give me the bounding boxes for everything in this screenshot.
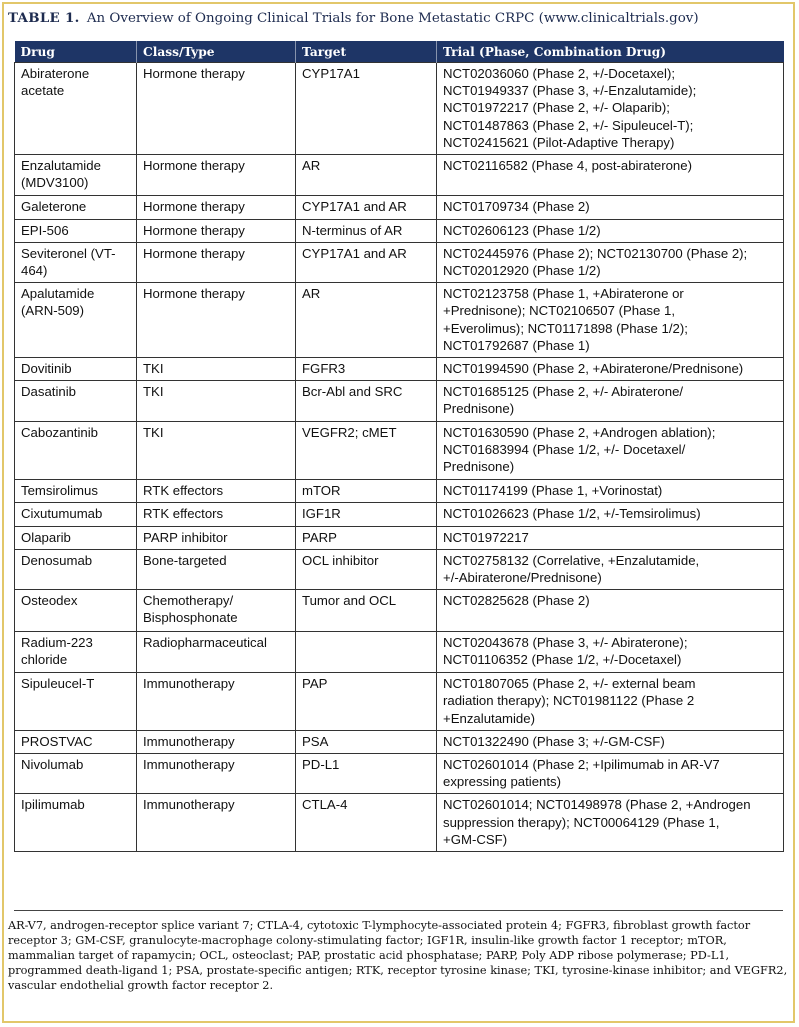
- trial-line: NCT01807065 (Phase 2, +/- external beam: [443, 676, 696, 692]
- cell-drug: Sipuleucel-T: [15, 673, 137, 731]
- cell-class-type: Immunotherapy: [137, 794, 296, 852]
- cell-trial: [437, 794, 784, 852]
- table-row: [15, 155, 784, 196]
- cell-drug: PROSTVAC: [15, 730, 137, 753]
- cell-trial: [437, 480, 784, 503]
- trial-line: NCT01322490 (Phase 3; +/-GM-CSF): [443, 733, 665, 749]
- trial-line: NCT02825628 (Phase 2): [443, 593, 590, 609]
- cell-class-type: TKI: [137, 421, 296, 480]
- cell-target: CYP17A1: [296, 63, 437, 155]
- cell-drug: Seviteronel (VT-464): [15, 242, 137, 282]
- header-class-type: Class/Type: [137, 41, 296, 63]
- table-row: [15, 730, 784, 753]
- cell-drug: Cixutumumab: [15, 503, 137, 526]
- trial-line: NCT01630590 (Phase 2, +Androgen ablation);: [443, 424, 716, 440]
- footnote: AR-V7, androgen-receptor splice variant 7; CTLA-4, cytotoxic T-lymphocyte-associated protein 4; FGFR3, fibroblast growth factor receptor 3; GM-CSF, granulocyte-macrophage colony-stimulating factor; IGF1R, insulin-like growth factor 1 receptor; mTOR, mammalian target of rapamycin; OCL, osteoclast; PAP, prostatic acid phosphatase; PARP, Poly ADP ribose polymerase; PD-L1, programmed death-ligand 1; PSA, prostate-specific antigen; RTK, receptor tyrosine kinase; TKI, tyrosine-kinase inhibitor; and VEGFR2, vascular endothelial growth factor receptor 2.: [8, 919, 788, 992]
- trial-line: NCT01972217: [443, 529, 529, 545]
- trial-line: NCT02012920 (Phase 1/2): [443, 263, 601, 279]
- trial-line: NCT02116582 (Phase 4, post-abiraterone): [443, 158, 692, 174]
- table-row: [15, 242, 784, 282]
- cell-target: Tumor and OCL: [296, 590, 437, 631]
- cell-class-type: Radiopharmaceutical: [137, 631, 296, 672]
- table-row: [15, 673, 784, 731]
- cell-target: AR: [296, 283, 437, 358]
- cell-drug: Radium-223 chloride: [15, 631, 137, 672]
- trial-line: NCT01026623 (Phase 1/2, +/-Temsirolimus): [443, 506, 701, 522]
- trial-line: NCT02123758 (Phase 1, +Abiraterone or: [443, 286, 684, 302]
- cell-drug: Temsirolimus: [15, 480, 137, 503]
- trial-line: NCT01792687 (Phase 1): [443, 337, 590, 353]
- cell-target: PARP: [296, 526, 437, 549]
- trial-line: expressing patients): [443, 774, 562, 790]
- cell-class-type: Hormone therapy: [137, 283, 296, 358]
- cell-trial: [437, 503, 784, 526]
- cell-target: PD-L1: [296, 753, 437, 793]
- trial-line: NCT02758132 (Correlative, +Enzalutamide,: [443, 552, 700, 568]
- cell-target: OCL inhibitor: [296, 549, 437, 589]
- table-row: [15, 381, 784, 421]
- table-row: [15, 590, 784, 631]
- cell-class-type: Bone-targeted: [137, 549, 296, 589]
- cell-drug: Galeterone: [15, 196, 137, 219]
- trial-line: NCT01949337 (Phase 3, +/-Enzalutamide);: [443, 83, 697, 99]
- table-row: [15, 549, 784, 589]
- cell-target: Bcr-Abl and SRC: [296, 381, 437, 421]
- header-target: Target: [296, 41, 437, 63]
- cell-trial: [437, 421, 784, 480]
- trial-line: NCT01994590 (Phase 2, +Abiraterone/Prednisone): [443, 361, 744, 377]
- cell-drug: Cabozantinib: [15, 421, 137, 480]
- trial-line: Prednisone): [443, 401, 515, 417]
- trial-line: radiation therapy); NCT01981122 (Phase 2: [443, 693, 695, 709]
- cell-trial: [437, 753, 784, 793]
- cell-target: AR: [296, 155, 437, 196]
- table-row: [15, 358, 784, 381]
- cell-target: CTLA-4: [296, 794, 437, 852]
- trial-line: NCT02601014; NCT01498978 (Phase 2, +Androgen: [443, 797, 751, 813]
- trial-line: NCT01685125 (Phase 2, +/- Abiraterone/: [443, 384, 684, 400]
- cell-drug: EPI-506: [15, 219, 137, 242]
- cell-drug: Dovitinib: [15, 358, 137, 381]
- cell-class-type: Hormone therapy: [137, 242, 296, 282]
- cell-trial: [437, 526, 784, 549]
- cell-trial: [437, 631, 784, 672]
- cell-trial: [437, 242, 784, 282]
- cell-drug: Ipilimumab: [15, 794, 137, 852]
- cell-target: VEGFR2; cMET: [296, 421, 437, 480]
- header-row: [15, 41, 784, 63]
- cell-target: PSA: [296, 730, 437, 753]
- trial-line: suppression therapy); NCT00064129 (Phase 1,: [443, 814, 720, 830]
- table-row: [15, 753, 784, 793]
- trial-line: +Prednisone); NCT02106507 (Phase 1,: [443, 303, 676, 319]
- cell-class-type: Immunotherapy: [137, 753, 296, 793]
- trial-line: NCT01972217 (Phase 2, +/- Olaparib);: [443, 100, 670, 116]
- cell-target: CYP17A1 and AR: [296, 242, 437, 282]
- trial-line: NCT01174199 (Phase 1, +Vorinostat): [443, 483, 663, 499]
- cell-class-type: TKI: [137, 381, 296, 421]
- header-drug: Drug: [15, 41, 137, 63]
- cell-trial: [437, 381, 784, 421]
- cell-class-type: PARP inhibitor: [137, 526, 296, 549]
- cell-trial: [437, 590, 784, 631]
- trial-line: +GM-CSF): [443, 831, 508, 847]
- cell-target: PAP: [296, 673, 437, 731]
- trial-line: NCT01106352 (Phase 1/2, +/-Docetaxel): [443, 651, 682, 667]
- table-row: [15, 219, 784, 242]
- table-row: [15, 63, 784, 155]
- table-row: [15, 794, 784, 852]
- cell-class-type: Immunotherapy: [137, 730, 296, 753]
- cell-class-type: Hormone therapy: [137, 155, 296, 196]
- cell-class-type: RTK effectors: [137, 480, 296, 503]
- table-body: [15, 63, 784, 852]
- table-caption: [8, 10, 788, 26]
- cell-drug: Enzalutamide (MDV3100): [15, 155, 137, 196]
- cell-drug: Dasatinib: [15, 381, 137, 421]
- cell-trial: [437, 549, 784, 589]
- cell-class-type: Chemotherapy/ Bisphosphonate: [137, 590, 296, 631]
- trial-line: NCT02601014 (Phase 2; +Ipilimumab in AR-V7: [443, 756, 720, 772]
- cell-target: IGF1R: [296, 503, 437, 526]
- cell-trial: [437, 283, 784, 358]
- cell-trial: [437, 358, 784, 381]
- table-row: [15, 526, 784, 549]
- cell-drug: Denosumab: [15, 549, 137, 589]
- cell-trial: [437, 673, 784, 731]
- cell-class-type: Hormone therapy: [137, 219, 296, 242]
- cell-drug: Nivolumab: [15, 753, 137, 793]
- cell-trial: [437, 63, 784, 155]
- caption-text: An Overview of Ongoing Clinical Trials for Bone Metastatic CRPC (www.clinicaltrials.gov): [86, 11, 699, 26]
- cell-class-type: TKI: [137, 358, 296, 381]
- cell-class-type: Hormone therapy: [137, 63, 296, 155]
- caption-label: TABLE 1.: [8, 10, 80, 26]
- header-trial: Trial (Phase, Combination Drug): [437, 41, 784, 63]
- trial-line: +/-Abiraterone/Prednisone): [443, 570, 602, 586]
- cell-class-type: RTK effectors: [137, 503, 296, 526]
- cell-trial: [437, 730, 784, 753]
- cell-drug: Olaparib: [15, 526, 137, 549]
- cell-target: FGFR3: [296, 358, 437, 381]
- cell-drug: Apalutamide (ARN-509): [15, 283, 137, 358]
- cell-target: N-terminus of AR: [296, 219, 437, 242]
- table-row: [15, 421, 784, 480]
- cell-trial: [437, 196, 784, 219]
- trial-line: Prednisone): [443, 459, 515, 475]
- cell-drug: Abiraterone acetate: [15, 63, 137, 155]
- trial-line: NCT02036060 (Phase 2, +/-Docetaxel);: [443, 66, 676, 81]
- trial-line: NCT02606123 (Phase 1/2): [443, 222, 601, 238]
- table-row: [15, 283, 784, 358]
- table-row: [15, 503, 784, 526]
- trial-line: +Everolimus); NCT01171898 (Phase 1/2);: [443, 320, 688, 336]
- cell-target: mTOR: [296, 480, 437, 503]
- cell-target: [296, 631, 437, 672]
- cell-drug: Osteodex: [15, 590, 137, 631]
- trial-line: NCT02445976 (Phase 2); NCT02130700 (Phase 2);: [443, 245, 748, 261]
- cell-trial: [437, 219, 784, 242]
- trial-line: NCT01487863 (Phase 2, +/- Sipuleucel-T);: [443, 117, 694, 133]
- clinical-trials-table: [14, 41, 784, 852]
- cell-class-type: Immunotherapy: [137, 673, 296, 731]
- trial-line: NCT01683994 (Phase 1/2, +/- Docetaxel/: [443, 441, 686, 457]
- cell-trial: [437, 155, 784, 196]
- table-row: [15, 196, 784, 219]
- trial-line: NCT02043678 (Phase 3, +/- Abiraterone);: [443, 634, 688, 650]
- table-row: [15, 480, 784, 503]
- trial-line: NCT01709734 (Phase 2): [443, 199, 590, 215]
- cell-target: CYP17A1 and AR: [296, 196, 437, 219]
- table-row: [15, 631, 784, 672]
- trial-line: +Enzalutamide): [443, 710, 535, 726]
- footnote-divider: [14, 910, 783, 911]
- trial-line: NCT02415621 (Pilot-Adaptive Therapy): [443, 134, 675, 150]
- cell-class-type: Hormone therapy: [137, 196, 296, 219]
